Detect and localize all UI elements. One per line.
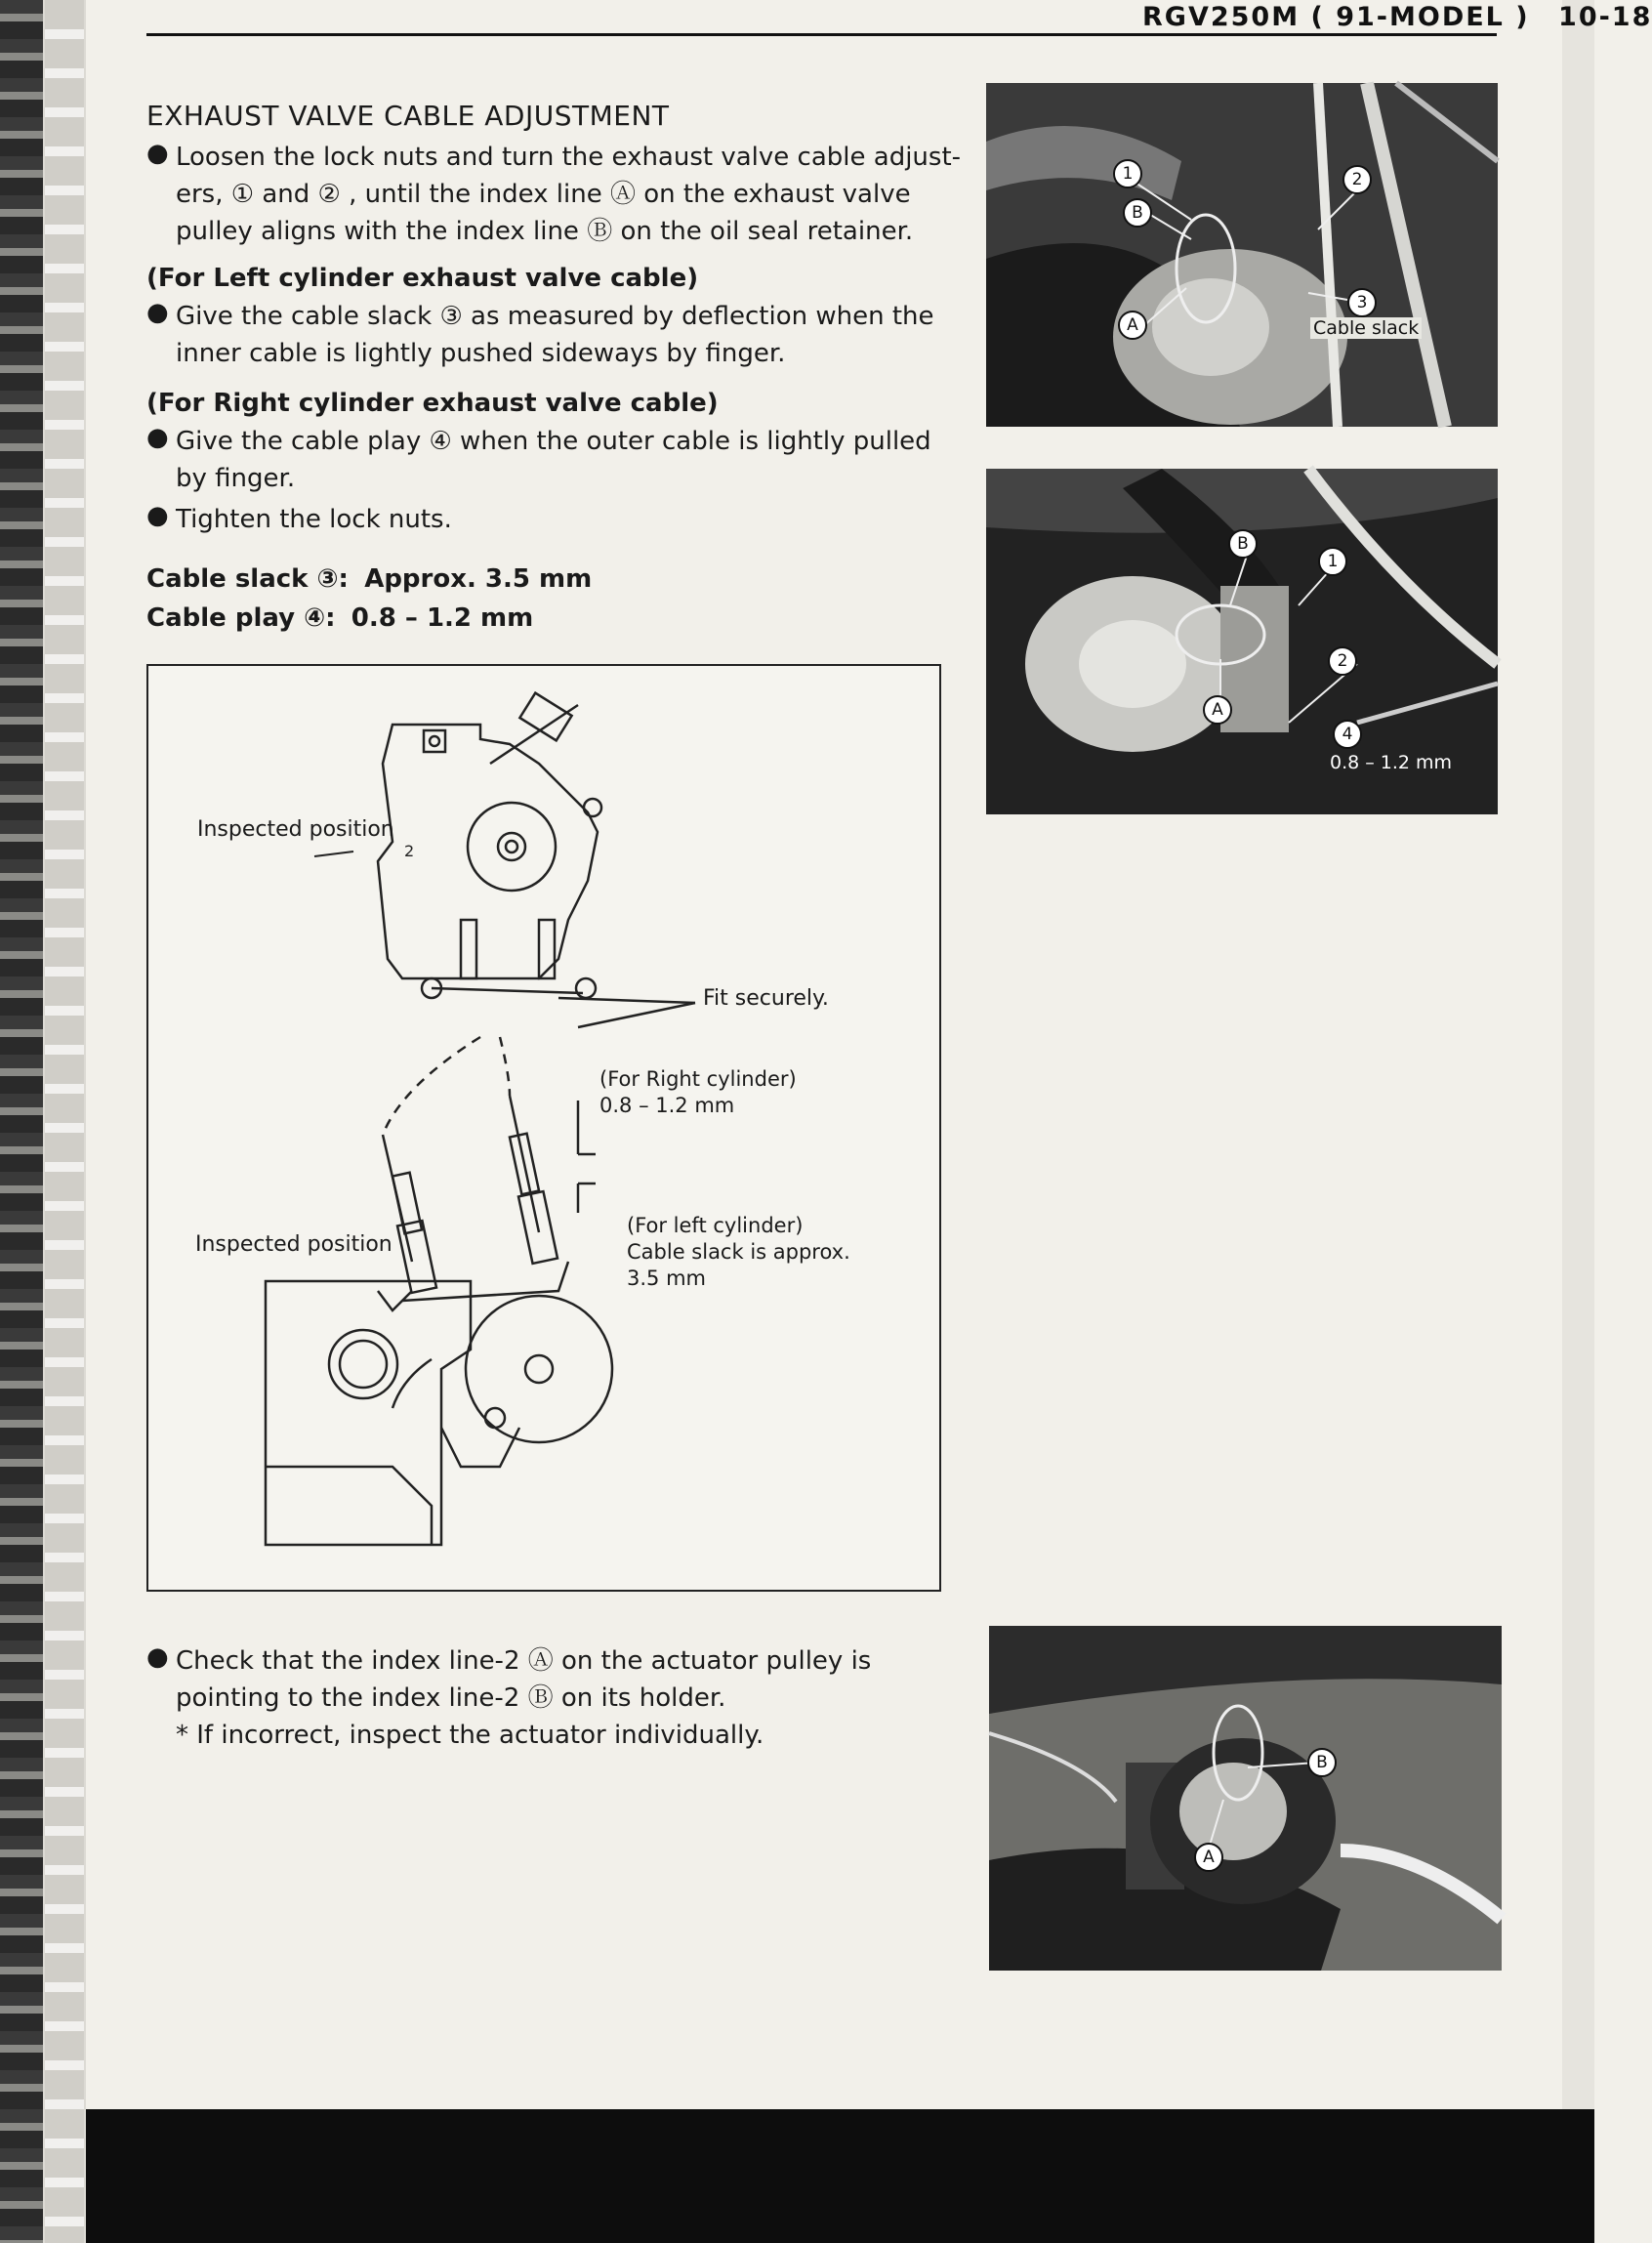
photo-right-cable	[986, 469, 1498, 814]
left-cyl-note-line2: Cable slack is approx.	[627, 1240, 850, 1264]
cable-slack-caption: Cable slack	[1310, 317, 1422, 339]
right-cyl-line: Give the cable play ④ when the outer cable is lightly pulled	[176, 427, 931, 456]
callout-1: 1	[1113, 159, 1142, 188]
mark-2-text: 2	[404, 842, 415, 860]
photo-actuator	[989, 1626, 1502, 1971]
left-cylinder-note	[627, 1213, 850, 1292]
right-cylinder-text	[176, 423, 931, 497]
step1-line: ers, ① and ② , until the index line Ⓐ on the exhaust valve	[176, 180, 911, 209]
bullet-icon: ●	[146, 501, 169, 530]
photo-left-cable	[986, 83, 1498, 427]
fit-securely-label: Fit securely.	[703, 986, 829, 1011]
right-cyl-note-label: (For Right cylinder)	[599, 1067, 797, 1091]
page-number: 10-18	[1558, 2, 1652, 32]
bullet-icon: ●	[146, 298, 169, 327]
photo-left-cable-image	[986, 83, 1498, 427]
step1-line: Loosen the lock nuts and turn the exhaust valve cable adjust-	[176, 143, 962, 172]
callout-1: 1	[1318, 547, 1347, 576]
inspected-position-bottom: Inspected position	[195, 1232, 392, 1257]
left-cyl-line: Give the cable slack ③ as measured by deflection when the	[176, 302, 934, 331]
callout-a: A	[1194, 1843, 1223, 1872]
spec-cable-play	[146, 603, 533, 633]
header-rule	[146, 33, 1497, 36]
tighten-text: Tighten the lock nuts.	[176, 505, 452, 534]
callout-3: 3	[1347, 288, 1377, 317]
section-title: EXHAUST VALVE CABLE ADJUSTMENT	[146, 100, 670, 132]
spec-play-value: 0.8 – 1.2 mm	[351, 603, 534, 633]
inspected-position-top: Inspected position	[197, 817, 394, 842]
step2-note: * If incorrect, inspect the actuator individually.	[176, 1721, 764, 1750]
binding-area	[0, 0, 86, 2243]
left-cyl-note-label: (For left cylinder)	[627, 1214, 804, 1237]
step2-text	[176, 1642, 871, 1754]
spec-cable-slack	[146, 564, 592, 594]
left-cyl-note-value: 3.5 mm	[627, 1267, 706, 1290]
cable-play-caption: 0.8 – 1.2 mm	[1330, 752, 1453, 773]
callout-b: B	[1307, 1748, 1337, 1777]
right-cyl-note-value: 0.8 – 1.2 mm	[599, 1094, 735, 1117]
bullet-icon: ●	[146, 139, 169, 168]
step2-line: Check that the index line-2 Ⓐ on the actuator pulley is	[176, 1646, 872, 1676]
callout-b: B	[1228, 529, 1258, 559]
callout-2: 2	[1342, 165, 1372, 194]
cable-adjustment-diagram	[146, 664, 941, 1592]
binding-holes	[45, 0, 84, 2243]
right-cylinder-note	[599, 1066, 797, 1119]
spec-slack-label: Cable slack ③:	[146, 564, 349, 594]
left-cylinder-heading: (For Left cylinder exhaust valve cable)	[146, 264, 699, 293]
photo-actuator-image	[989, 1626, 1502, 1971]
bullet-icon: ●	[146, 423, 169, 452]
spiral-binding	[0, 0, 43, 2243]
page-right-edge	[1562, 0, 1594, 2109]
diagram-drawing	[148, 666, 939, 1590]
spec-play-label: Cable play ④:	[146, 603, 336, 633]
callout-b: B	[1123, 198, 1152, 228]
callout-2: 2	[1328, 646, 1357, 676]
bullet-icon: ●	[146, 1642, 169, 1672]
page-header	[1142, 2, 1652, 32]
step1-text	[176, 139, 961, 250]
right-cylinder-heading: (For Right cylinder exhaust valve cable)	[146, 389, 719, 418]
callout-a: A	[1203, 695, 1232, 725]
page-shadow-band	[86, 2109, 1594, 2243]
callout-4: 4	[1333, 720, 1362, 749]
spec-slack-value: Approx. 3.5 mm	[364, 564, 593, 594]
right-cyl-line: by finger.	[176, 464, 296, 493]
left-cylinder-text	[176, 298, 934, 372]
callout-a: A	[1118, 311, 1147, 340]
step1-line: pulley aligns with the index line Ⓑ on the oil seal retainer.	[176, 217, 914, 246]
step2-line: pointing to the index line-2 Ⓑ on its holder.	[176, 1683, 726, 1713]
left-cyl-line: inner cable is lightly pushed sideways by finger.	[176, 339, 786, 368]
header-model: RGV250M ( 91-MODEL )	[1142, 2, 1530, 32]
